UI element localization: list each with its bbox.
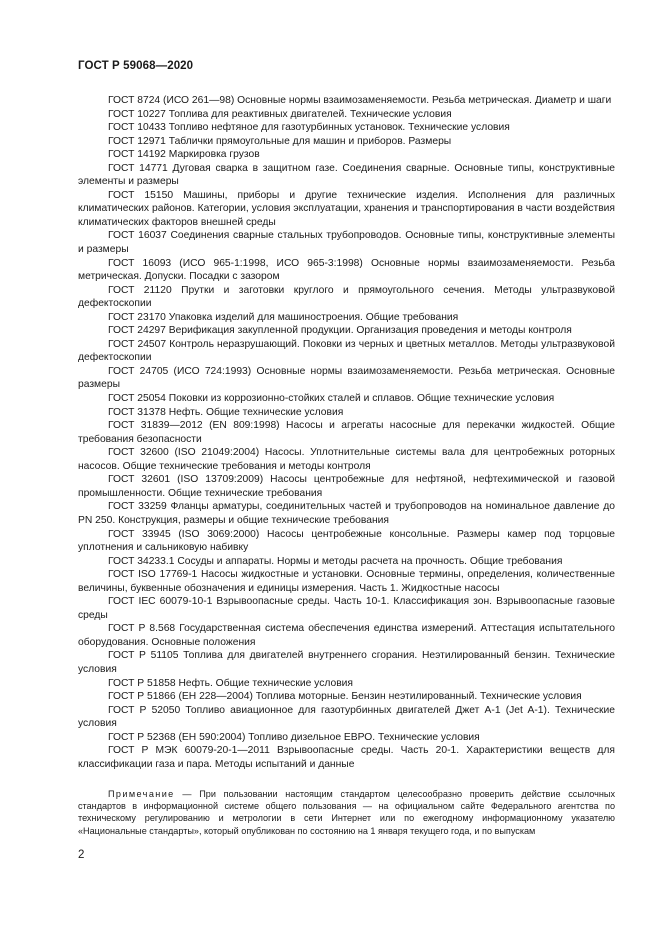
reference-item: ГОСТ 34233.1 Сосуды и аппараты. Нормы и методы расчета на прочность. Общие требования bbox=[108, 555, 563, 567]
reference-item: ГОСТ Р 8.568 Государственная система обеспечения единства измерений. Аттестация испытательного оборудования. Основные положения bbox=[78, 623, 615, 648]
reference-item: ГОСТ 21120 Прутки и заготовки круглого и прямоугольного сечения. Методы ультразвуковой дефектоскопии bbox=[78, 284, 615, 310]
reference-item: ГОСТ 32600 (ISO 21049:2004) Насосы. Уплотнительные системы вала для центробежных роторных насосов. Общие технические требования и методы контроля bbox=[78, 447, 615, 472]
reference-item: ГОСТ 31378 Нефть. Общие технические условия bbox=[108, 406, 344, 418]
reference-item: ГОСТ Р 52368 (ЕН 590:2004) Топливо дизельное ЕВРО. Технические условия bbox=[108, 731, 480, 743]
reference-item: ГОСТ 33945 (ISO 3069:2000) Насосы центробежные консольные. Размеры камер под торцовые уплотнения и сальниковую набивку bbox=[78, 528, 615, 554]
reference-item: ГОСТ 15150 Машины, приборы и другие технические изделия. Исполнения для различных климатических районов. Категории, условия эксплуатации, хранения и транспортирования в части воздействия климатических факторов внешней среды bbox=[78, 189, 615, 228]
reference-item: ГОСТ Р МЭК 60079-20-1—2011 Взрывоопасные среды. Часть 20-1. Характеристики веществ для классификации газа и пара. Методы испытаний и данные bbox=[78, 745, 615, 770]
reference-item: ГОСТ 16093 (ИСО 965-1:1998, ИСО 965-3:1998) Основные нормы взаимозаменяемости. Резьба метрическая. Допуски. Посадки с зазором bbox=[78, 257, 615, 283]
reference-item: ГОСТ 8724 (ИСО 261—98) Основные нормы взаимозаменяемости. Резьба метрическая. Диаметр и шаги bbox=[108, 95, 612, 106]
reference-item: ГОСТ 32601 (ISO 13709:2009) Насосы центробежные для нефтяной, нефтехимической и газовой промышленности. Общие технические требования bbox=[78, 474, 615, 499]
reference-item: ГОСТ 16037 Соединения сварные стальных трубопроводов. Основные типы, конструктивные элементы и размеры bbox=[78, 230, 615, 256]
reference-item: ГОСТ 31839—2012 (EN 809:1998) Насосы и агрегаты насосные для перекачки жидкостей. Общие требования безопасности bbox=[78, 420, 615, 445]
reference-item: ГОСТ ISO 17769-1 Насосы жидкостные и установки. Основные термины, определения, количественные величины, буквенные обозначения и единицы измерения. Часть 1. Жидкостные насосы bbox=[78, 569, 615, 594]
reference-item: ГОСТ 10433 Топливо нефтяное для газотурбинных установок. Технические условия bbox=[108, 122, 510, 134]
references-list bbox=[78, 94, 615, 771]
reference-item: ГОСТ 12971 Таблички прямоугольные для машин и приборов. Размеры bbox=[108, 135, 452, 147]
note-text: — При пользовании настоящим стандартом целесообразно проверить действие ссылочных стандартов в информационной системе общего пользования — на официальном сайте Федерального агентства по техническому регулированию и метрологии в сети Интернет или по ежегодному информационному указателю «Национальные стандарты», который опубликован по состоянию на 1 января текущего года, и по выпускам bbox=[78, 789, 615, 836]
reference-item: ГОСТ 14771 Дуговая сварка в защитном газе. Соединения сварные. Основные типы, конструктивные элементы и размеры bbox=[78, 162, 615, 188]
reference-item: ГОСТ Р 51105 Топлива для двигателей внутреннего сгорания. Неэтилированный бензин. Технические условия bbox=[78, 650, 615, 675]
reference-item: ГОСТ 23170 Упаковка изделий для машиностроения. Общие требования bbox=[108, 311, 459, 323]
reference-item: ГОСТ Р 52050 Топливо авиационное для газотурбинных двигателей Джет А-1 (Jet A-1). Технические условия bbox=[78, 704, 615, 730]
reference-item: ГОСТ 24297 Верификация закупленной продукции. Организация проведения и методы контроля bbox=[108, 325, 572, 337]
reference-item: ГОСТ 24705 (ИСО 724:1993) Основные нормы взаимозаменяемости. Резьба метрическая. Основные размеры bbox=[78, 365, 615, 391]
reference-item: ГОСТ Р 51858 Нефть. Общие технические условия bbox=[108, 677, 354, 689]
reference-item: ГОСТ 10227 Топлива для реактивных двигателей. Технические условия bbox=[108, 108, 452, 120]
document-header: ГОСТ Р 59068—2020 bbox=[78, 60, 194, 72]
reference-item: ГОСТ 25054 Поковки из коррозионно-стойких сталей и сплавов. Общие технические условия bbox=[108, 393, 555, 405]
note-paragraph bbox=[78, 788, 615, 837]
page-number: 2 bbox=[78, 849, 85, 861]
note-label: Примечание bbox=[108, 789, 175, 799]
reference-item: ГОСТ 33259 Фланцы арматуры, соединительных частей и трубопроводов на номинальное давление до PN 250. Конструкция, размеры и общие технические требования bbox=[78, 501, 615, 526]
reference-item: ГОСТ 14192 Маркировка грузов bbox=[108, 149, 260, 161]
reference-item: ГОСТ 24507 Контроль неразрушающий. Поковки из черных и цветных металлов. Методы ультразвуковой дефектоскопии bbox=[78, 338, 615, 364]
reference-item: ГОСТ Р 51866 (ЕН 228—2004) Топлива моторные. Бензин неэтилированный. Технические условия bbox=[108, 691, 582, 703]
reference-item: ГОСТ IEC 60079-10-1 Взрывоопасные среды. Часть 10-1. Классификация зон. Взрывоопасные газовые среды bbox=[78, 596, 615, 621]
